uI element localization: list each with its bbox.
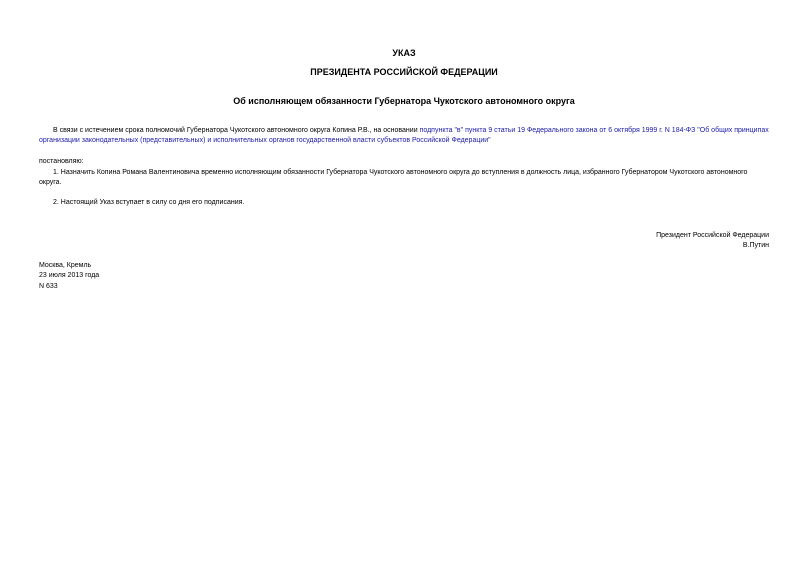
clause-1-paragraph: 1. Назначить Копина Романа Валентиновича временно исполняющим обязанности Губернатора Чукотского автономного округа до вступления в должность лица, избранного Губернатором Чукотского автономного округа. bbox=[39, 169, 748, 186]
preamble-text: В связи с истечением срока полномочий Губернатора Чукотского автономного округа Копина Р.В., на основании bbox=[53, 127, 420, 134]
law-reference-link[interactable]: подпункта "в" пункта 9 статьи 19 Федерального закона от 6 октября 1999 г. N 184-ФЗ "Об общих принципах организации законодательных (представительных) и исполнительных органов государственной власти субъектов Российской Федерации" bbox=[39, 127, 769, 144]
document-subject-heading: Об исполняющем обязанности Губернатора Чукотского автономного округа bbox=[233, 96, 575, 106]
issuer-heading: ПРЕЗИДЕНТА РОССИЙСКОЙ ФЕДЕРАЦИИ bbox=[310, 67, 498, 77]
decree-word: постановляю: bbox=[39, 158, 84, 165]
document-number: N 633 bbox=[39, 283, 58, 290]
clause-2-paragraph: 2. Настоящий Указ вступает в силу со дня его подписания. bbox=[53, 199, 245, 206]
signing-date: 23 июля 2013 года bbox=[39, 272, 100, 279]
signature-title: Президент Российской Федерации bbox=[656, 232, 769, 239]
signature-name: В.Путин bbox=[742, 242, 769, 249]
document-type-heading: УКАЗ bbox=[392, 48, 416, 58]
signing-place: Москва, Кремль bbox=[39, 262, 92, 269]
preamble-paragraph bbox=[39, 126, 769, 146]
document-page bbox=[39, 0, 769, 571]
